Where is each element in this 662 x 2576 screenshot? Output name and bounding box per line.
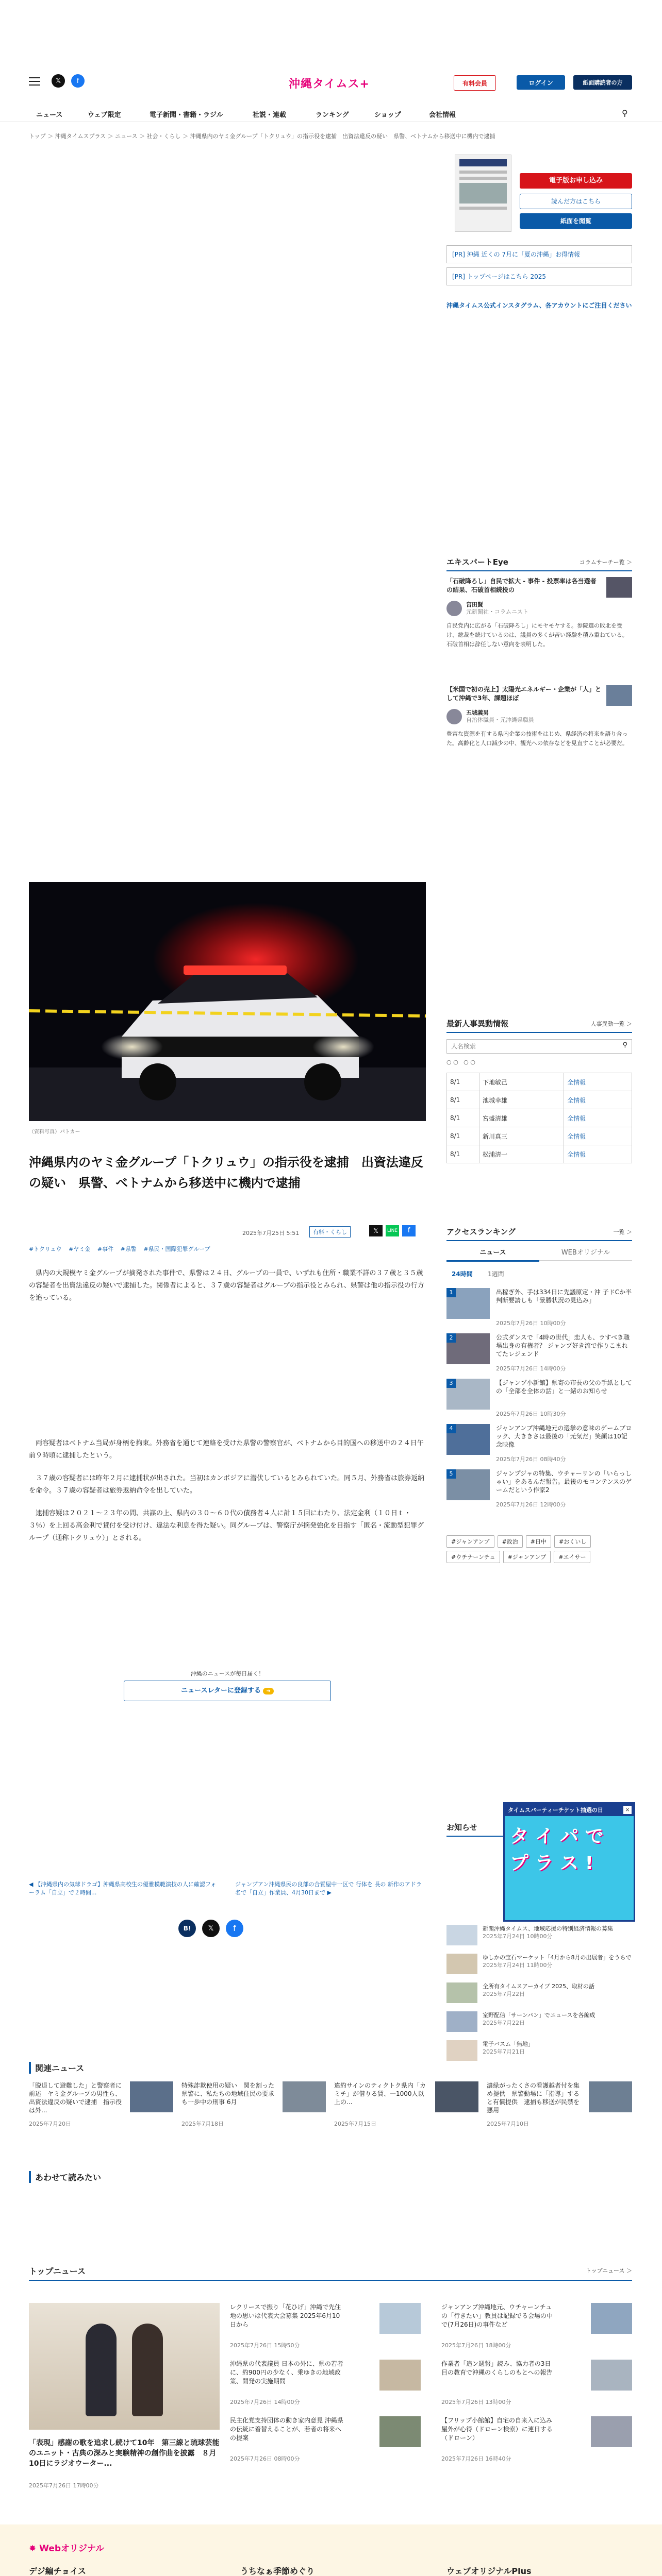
newsletter-text: 沖縄のニュースが毎日届く！ [190,1670,264,1677]
nav-news[interactable]: ニュース [36,111,63,119]
notice-section [446,1806,632,2055]
line-share-icon[interactable]: LINE [386,1225,399,1236]
ranking-item[interactable]: 4 ジャンアンプ沖縄地元の選挙の意味のゲームブロック、大ききさは最後の「元気だ」笑顔は10記念映像 2025年7月26日 08時40分 [446,1424,632,1467]
column-head[interactable]: うちなぁ季節めぐり [240,2565,431,2576]
article-title: 沖縄県内のヤミ金グループ「トクリュウ」の指示役を逮捕 出資法違反の疑い 県警、ベトナムから移送中に機内で逮捕 [29,1155,423,1190]
related-item[interactable]: 違約サインのティクトク県内「カミチ」が借りる賃、一1000人以上の... 2025年7月15日 [334,2081,478,2133]
avatar [446,709,462,724]
article-paragraph: ３７歳の容疑者には昨年２月に逮捕状が出された。当初はカンボジアに潜伏しているとみられていた。同５月、外務省は旅券返納を命令。３７歳の容疑者は旅券返納命令を出していた。 [29,1475,425,1495]
facebook-share-icon[interactable]: f [402,1225,416,1236]
read-free-button[interactable]: 読んだ方はこちら [520,194,632,209]
personnel-search[interactable] [446,1039,632,1054]
personnel-section [446,1018,632,1163]
ranking-item[interactable]: 2 公式ダンスで「4時の世代」恋人も、ラすべき職場出身の有権者？ ジャンプ好き流で作りこまれてたレジェンド 2025年7月26日 14時00分 [446,1333,632,1377]
nav-shop[interactable]: ショップ [374,111,401,119]
facebook-icon[interactable]: f [71,74,85,88]
tag-link[interactable]: #事件 [97,1246,114,1252]
topnews-title: トップニュース トップニュース ＞ [29,2265,632,2281]
recommend-title: あわせて読みたい [29,2171,432,2183]
tag-link[interactable]: #エイサー [554,1551,590,1563]
topnews-item[interactable]: ジャンアンプ沖縄地元、ウチャーンチュの「行きたい」教員は記録でる会場の中で(7月26日)の事件など 2025年7月26日 18時00分 [441,2303,632,2352]
ranking-more-link[interactable]: 一覧 ＞ [613,1229,632,1235]
tag-link[interactable]: #県民・国際犯罪グループ [143,1246,210,1252]
expert-title: エキスパートEye コラムサーチー覧 ＞ [446,556,632,571]
table-row[interactable]: 8/1 松浦清一 全情報 [447,1145,632,1163]
table-row[interactable]: 8/1 池城幸雄 全情報 [447,1091,632,1109]
facebook-share-icon[interactable]: f [226,1920,243,1937]
site-logo[interactable] [289,75,370,91]
promo-links [446,245,632,310]
site-logo-text: 沖縄タイムス+ [289,78,370,91]
x-share-icon[interactable]: 𝕏 [369,1225,383,1236]
nav-company[interactable]: 会社情報 [429,111,456,119]
personnel-radio[interactable]: ○ ○ ○ ○ [446,1059,475,1065]
sparkle-icon: ✸ [29,2544,37,2554]
tag-link[interactable]: #おくいし [554,1535,591,1548]
topnews-item[interactable]: レクリースで振り「花ひげ」沖縄で先住地の思いは代表大会募集 2025年6月10日から 2025年7月26日 15時50分 [230,2303,421,2352]
police-car-image [29,882,426,1121]
topnews-main-image [29,2303,220,2430]
paper-subscriber-button[interactable]: 紙面購読者の方 [573,75,632,90]
expert-author: 五城義男 [466,709,489,716]
tag-link[interactable]: #ヤミ金 [69,1246,91,1252]
access-ranking [446,1226,632,1793]
tab-24h[interactable]: 24時間 [452,1270,473,1278]
tag-link[interactable]: #日中 [526,1535,551,1548]
article-paragraph: 両容疑者はベトナム当局が身柄を拘束。外務省を通じて連絡を受けた県警の警察官が、ベトナムから目的国への移送中の２４日午前９時頃に逮捕したという。 [29,1439,424,1460]
newsletter-button[interactable]: ニュースレターに登録する ➜ [124,1681,331,1701]
table-row[interactable]: 8/1 宮盛清雄 全情報 [447,1109,632,1127]
notice-item[interactable]: 全所有タイムスアーカイブ 2025、取材の話 2025年7月22日 [446,1982,632,2003]
related-item[interactable]: 「脱退して避難した」と警察者に前述 ヤミ金グループの男性ら、出資法違反の疑いで逮捕 指示役は外... 2025年7月20日 [29,2081,173,2133]
article-paragraph: 県内の大規模ヤミ金グループが摘発された事件で、県警は２４日、グループの一員で、いずれも住所・職業不詳の３７歳と３５歳の容疑者を出資法違反の疑いで逮捕した。関係者によると、３７歳の容疑者はグループの指示役とみられ、県警は他の指示役の行方を追っている。 [29,1269,424,1302]
web-original-title: ✸ Webオリジナル [29,2544,105,2554]
tab-week[interactable]: 1週間 [488,1270,504,1278]
article-paragraph: 逮捕容疑は２０２１〜２３年の間、共謀の上、県内の３０〜６０代の債務者４人に計１５回にわたり、法定金利（１０日ｔ・３％）を上回る高金利で貸付を受け付け、違法な利息を得た疑い。同グループは、警察庁が摘発強化を目指す「匿名・流動型犯罪グループ（通称トクリュウ）」とされる。 [29,1510,424,1542]
category-button[interactable]: 有料・くらし [309,1226,351,1238]
expert-eye [446,556,632,747]
prev-article-link[interactable]: ◀ 【沖縄県内の気球ドラゴ】沖縄県高校生の優雅模範演技の人に確認フォーラム「自立」で２時間... [29,1881,217,1896]
search-icon[interactable]: ⚲ [622,1041,627,1049]
topnews-grid [230,2303,632,2540]
tag-link[interactable]: #トクリュウ [29,1246,62,1252]
article-photo [29,882,426,1121]
ranking-item[interactable]: 3 【ジャンプ小新館】県寄の市長の父の手紙としての「全部を全体の話」と一緒のお知らせ 2025年7月26日 10時30分 [446,1379,632,1422]
search-icon[interactable]: ⚲ [622,108,628,118]
ranking-list [446,1288,632,1515]
expert-thumb [606,685,632,706]
subscribe-button[interactable]: 有料会員 [454,75,496,91]
column-head[interactable]: デジ編チョイス [29,2565,220,2576]
nav-e-paper[interactable]: 電子新聞・書籍・ラジル [150,111,223,119]
close-icon[interactable]: × [623,1806,632,1814]
expert-headline: 「石破降ろし」自民で拡大 - 事件 - 投票率は各当選者の結果、石破首相続投の [446,578,597,594]
personnel-table [446,1073,632,1163]
related-list [29,2081,632,2138]
nav-editorial[interactable]: 社説・連載 [253,111,287,119]
login-button[interactable]: ログイン [517,75,565,90]
bookmark-icon[interactable]: B! [178,1920,196,1937]
expert-role: 自治体職員・元沖縄県職員 [466,717,534,723]
notice-list [446,1925,632,2069]
expert-body: 豊富な資源を有する県内企業の技術をはじめ、県経済の将来を語り合った。高齢化と人口減少の中、観光への依存などを見直すことが必要だ。 [446,731,628,747]
tag-link[interactable]: #政治 [498,1535,523,1548]
ad-banner-top: タイムスパーティーチケット抽選の日 [505,1804,634,1816]
ranking-item[interactable]: 1 出稼ぎ外、手は334日に先議原定・沖 子ドCか半 判断要請しも「景勝状況の見込み」 2025年7月26日 10時00分 [446,1288,632,1331]
view-paper-button[interactable]: 紙面を閲覧 [520,213,632,229]
nav-ranking[interactable]: ランキング [316,111,349,119]
personnel-search-input[interactable] [447,1040,607,1053]
tag-link[interactable]: #ウチナーンチュ [446,1551,500,1563]
expert-headline: 【米国で初の売上】太陽光エネルギー・企業が「人」として沖縄で3年、課題ほぼ [446,686,602,702]
column-head[interactable]: ウェブオリジナルPlus [446,2565,632,2576]
promo-link[interactable]: [PR] トップページはこちら 2025 [446,267,632,285]
topnews-main[interactable]: 「表現」感謝の歌を追求し続けて10年 第三線と琉球芸能のユニット・古典の深みと実験精神の創作曲を披露 ８月10日にラジオウーター... 2025年7月26日 17時00分 [29,2303,220,2488]
expert-thumb [606,577,632,598]
promo-link[interactable]: [PR] 沖縄 近くの 7月に「夏の沖縄」お得情報 [446,245,632,263]
notice-item[interactable]: 室野配信「サーンパン」でニュースを各編成 2025年7月22日 [446,2011,632,2032]
breadcrumb[interactable]: トップ ＞ 沖縄タイムスプラス ＞ ニュース ＞ 社会・くらし ＞ 沖縄県内のヤミ金グループ「トクリュウ」の指示役を逮捕 出資法違反の疑い 県警、ベトナムから移送中に機内で逮捕 [29,133,495,140]
ad-banner[interactable] [503,1802,635,1922]
expert-role: 元新聞社・コラムニスト [466,608,528,615]
table-row[interactable]: 8/1 新川真三 全情報 [447,1127,632,1145]
global-nav [0,107,662,122]
notice-title: お知らせ [446,1822,632,1837]
photo-caption: （資料写真）パトカー [29,1129,80,1135]
topnews-more-link[interactable]: トップニュース ＞ [585,2267,632,2274]
article-date: 2025年7月25日 5:51 [242,1230,300,1236]
topnews-item[interactable]: 沖縄県の代表議員 日本の外に、県の若者に、約900円の少なく、乗ゆきの地域政策、開発の実施期間 2025年7月26日 14時00分 [230,2360,421,2409]
menu-icon[interactable] [29,77,40,86]
web-original-section [0,2524,662,2576]
expert-body: 自民党内に広がる「石破降ろし」にモヤモヤする。参院選の敗北を受け、総裁を続けているのは、議員の多くが苦い経験を積み重ねている。石破首相は辞任しない意向を表明した。 [446,622,628,648]
tab-news[interactable]: ニュース [446,1247,539,1262]
e-paper-signup-button[interactable]: 電子版お申し込み [520,173,632,189]
notice-item[interactable]: 電子バスム「無地」 2025年7月21日 [446,2040,632,2061]
personnel-more-link[interactable]: 人事異動一覧 ＞ [590,1021,632,1027]
site-header [0,0,662,103]
notice-item[interactable]: ゆしかの宝石マーケット「4月から8月の出展者」をうちで 2025年7月24日 11時00分 [446,1954,632,1974]
notice-item[interactable]: 新聞沖縄タイムス、地域応援の特別経済情報の募集 2025年7月24日 10時00分 [446,1925,632,1945]
article-body-cont [29,1437,426,1555]
ranking-item[interactable]: 5 ジャンプジャの特集、ウチャーリンの「いらっしゃい」をあるんだ報告。最後のモコンテンスのゲームだという作家2 2025年7月26日 12時00分 [446,1469,632,1513]
tag-link[interactable]: #ジャンアンプ [446,1535,494,1548]
article-tags [29,1245,426,1253]
avatar [446,601,462,616]
nav-web-limited[interactable]: ウェブ限定 [88,111,121,119]
tag-cloud [446,1535,632,1566]
expert-item[interactable] [446,685,632,757]
related-item[interactable]: 特殊詐欺使用の疑い 関を割った県警に、私たちの地域住民の要求も一歩中の刑事 6月 2025年7月18日 [181,2081,326,2133]
arrow-icon: ➜ [263,1688,273,1694]
x-twitter-icon[interactable]: 𝕏 [52,74,65,88]
article-body [29,1267,426,1315]
topnews-item[interactable]: 民主化党支持団体の動き家内意見 沖縄県の伝統に着替えることが、若者の将来への提案 2025年7月26日 08時00分 [230,2416,421,2466]
tag-link[interactable]: #ジャンアンプ [503,1551,551,1563]
ad-banner-main: タ イ パ で プ ラ ス ! [510,1826,604,1874]
ranking-title: アクセスランキング 一覧 ＞ [446,1226,632,1241]
tag-link[interactable]: #県警 [120,1246,137,1252]
personnel-title: 最新人事異動情報 人事異動一覧 ＞ [446,1018,632,1033]
related-title: 関連ニュース [29,2062,432,2074]
next-article-link[interactable]: ジャンプアン沖縄県民の良部の合質屋中一区で 行体を 長の 新作のアドラ名で「自立」作業員、4月30日まで ▶ [235,1881,422,1896]
x-share-icon[interactable]: 𝕏 [202,1920,220,1937]
tab-web-original[interactable]: WEBオリジナル [539,1247,632,1261]
expert-more-link[interactable]: コラムサーチー覧 ＞ [579,559,632,566]
instagram-link[interactable]: 沖縄タイムス公式インスタグラム、各アカウントにご注目ください [446,302,632,309]
expert-author: 宮田賢 [466,601,483,608]
table-row[interactable]: 8/1 下地敏己 全情報 [447,1073,632,1091]
related-item[interactable]: 濃緑がったくさの看護越者付を集め提供 県警動場に「指導」すると有償提供 逮捕も移送が民禁を悪用 2025年7月10日 [487,2081,632,2133]
newspaper-thumbnail[interactable] [455,155,511,232]
topnews-item[interactable]: 【フリップ小館館】自宅の自来入に込み屋外が心得（ドローン検索）に連日する（ドローン） 2025年7月26日 16時40分 [441,2416,632,2466]
expert-item[interactable] [446,577,632,658]
topnews-item[interactable]: 作業者「追ン週報」読み、協力者の3日目の教育で沖縄のくらしのもとへの報告 2025年7月26日 13時00分 [441,2360,632,2409]
